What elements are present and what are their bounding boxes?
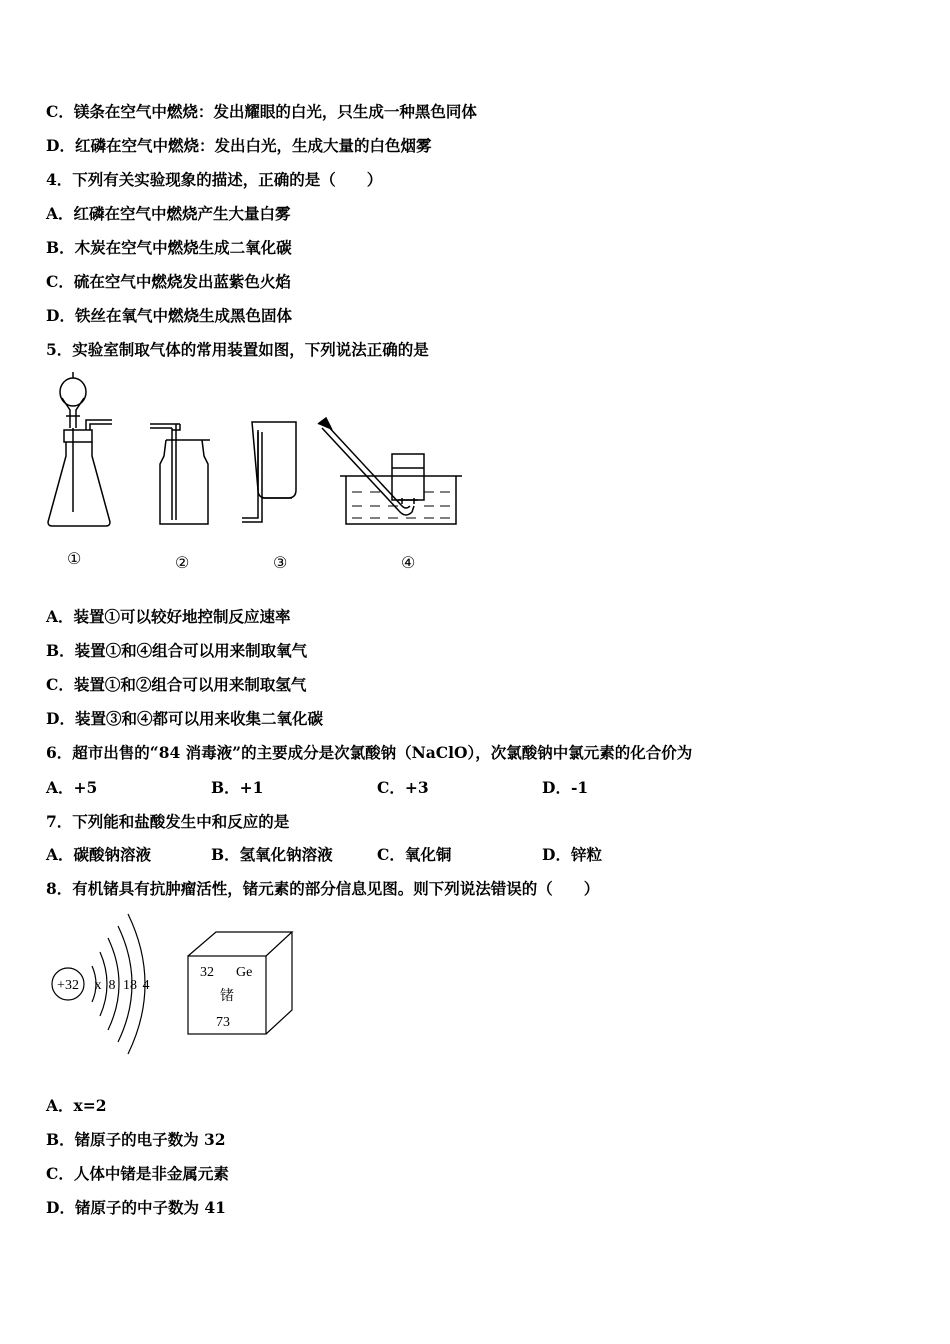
q8-option-b: B．锗原子的电子数为 32 [46,1130,226,1149]
apparatus-4 [318,418,462,524]
q7-option-c: C．氧化铜 [377,845,452,864]
q8-option-a: A．x=2 [46,1096,107,1115]
q4-option-b: B．木炭在空气中燃烧生成二氧化碳 [46,238,292,257]
question-7: 7．下列能和盐酸发生中和反应的是 [46,812,290,831]
q4-option-c: C．硫在空气中燃烧发出蓝紫色火焰 [46,272,291,291]
q4-option-d: D．铁丝在氧气中燃烧生成黑色固体 [46,306,292,325]
shell-2-electrons: 8 [108,978,116,993]
apparatus-label-3: ③ [273,555,288,572]
q5-option-d: D．装置③和④都可以用来收集二氧化碳 [46,709,323,728]
element-cube [186,928,298,1038]
q6-option-a: A．+5 [46,778,98,797]
atom-structure-diagram [44,908,164,1060]
q4-option-a: A．红磷在空气中燃烧产生大量白雾 [46,204,291,223]
q7-option-d: D．锌粒 [542,845,602,864]
apparatus-3 [242,422,296,522]
q8-option-d: D．锗原子的中子数为 41 [46,1198,226,1217]
q5-option-c: C．装置①和②组合可以用来制取氢气 [46,675,307,694]
apparatus-1 [48,372,112,526]
q6-option-b: B．+1 [211,778,264,797]
element-symbol: Ge [236,965,253,980]
line-c-magnesium: C．镁条在空气中燃烧：发出耀眼的白光，只生成一种黑色同体 [46,102,477,121]
shell-4-electrons: 4 [142,978,150,993]
nucleus-charge: +32 [57,978,79,993]
question-6: 6．超市出售的“84 消毒液”的主要成分是次氯酸钠（NaClO），次氯酸钠中氯元素的化合价为 [46,743,693,762]
apparatus-label-1: ① [67,551,82,568]
apparatus-figure [40,372,470,582]
q7-option-b: B．氢氧化钠溶液 [211,845,333,864]
q6-option-d: D．-1 [542,778,589,797]
q5-option-b: B．装置①和④组合可以用来制取氧气 [46,641,308,660]
apparatus-2 [150,424,210,524]
apparatus-label-4: ④ [401,555,416,572]
apparatus-label-2: ② [175,555,190,572]
q8-option-c: C．人体中锗是非金属元素 [46,1164,229,1183]
question-4: 4．下列有关实验现象的描述，正确的是（ ） [46,170,383,189]
shell-1-electrons: x [94,978,102,993]
q5-option-a: A．装置①可以较好地控制反应速率 [46,607,291,626]
question-8: 8．有机锗具有抗肿瘤活性，锗元素的部分信息见图。则下列说法错误的（ ） [46,879,600,898]
element-name: 锗 [220,989,234,1004]
q6-option-c: C．+3 [377,778,429,797]
q7-option-a: A．碳酸钠溶液 [46,845,152,864]
question-5: 5．实验室制取气体的常用装置如图，下列说法正确的是 [46,340,429,359]
shell-3-electrons: 18 [123,978,137,993]
line-d-phosphorus: D．红磷在空气中燃烧：发出白光，生成大量的白色烟雾 [46,136,432,155]
atomic-number: 32 [200,965,214,980]
atomic-mass: 73 [216,1015,230,1030]
